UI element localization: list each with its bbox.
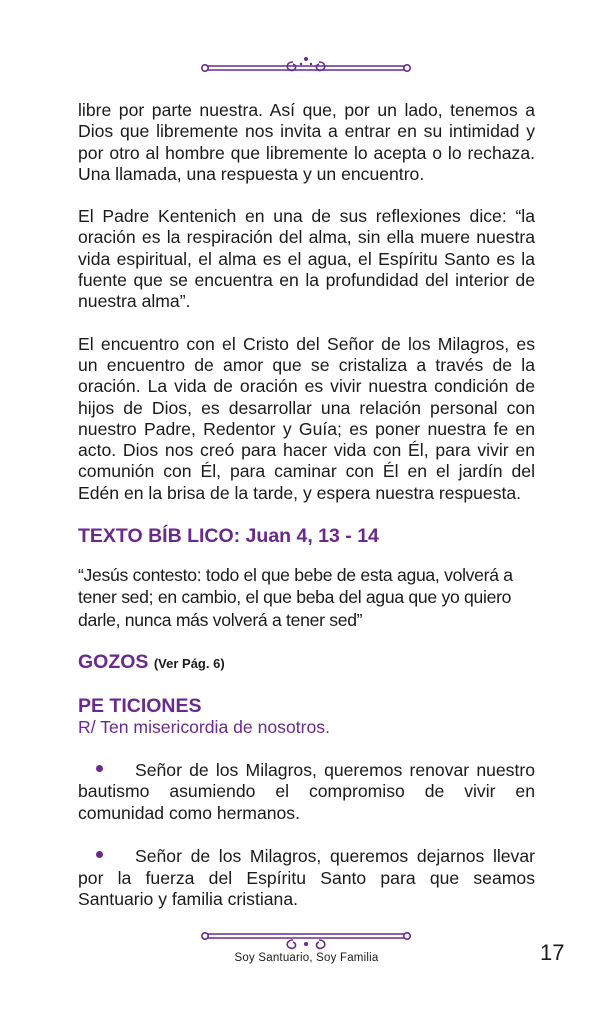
page-number: 17 [540,940,565,965]
peticiones-response: R/ Ten misericordia de nosotros. [78,716,330,737]
peticion-text: Señor de los Milagros, queremos renovar nuestro bautismo asumiendo el compromiso de vivir en comunidad como hermanos. [78,759,535,823]
top-ornament [195,44,417,84]
texto-biblico-heading: TEXTO BÍB LICO: Juan 4, 13 - 14 [78,525,379,548]
peticion-item [78,846,535,911]
paragraph-2: El Padre Kentenich en una de sus reflexiones dice: “la oración es la respiración del alma, sin ella muere nuestra vida espiritual, el alma es el agua, el Espíritu Santo es la fuente que se encuentra en la profundidad del interior de nuestra alma”. [78,206,535,312]
page-content [78,100,535,911]
paragraph-1: libre por parte nuestra. Así que, por un lado, tenemos a Dios que libremente nos invita a entrar en su intimidad y por otro al hombre que libremente lo acepta o lo rechaza. Una llamada, una respuesta y un encuentro. [78,100,535,184]
bible-quote: “Jesús contesto: todo el que bebe de esta agua, volverá a tener sed; en cambio, el que beba del agua que yo quiero darle, nunca más volverá a tener sed” [78,565,513,630]
peticiones-heading: PE TICIONES [78,694,202,717]
bullet-icon [96,765,103,772]
paragraph-3: El encuentro con el Cristo del Señor de los Milagros, es un encuentro de amor que se cristaliza a través de la oración. La vida de oración es vivir nuestra condición de hijos de Dios, es desarrollar una relación personal con nuestro Padre, Redentor y Guía; es poner nuestra fe en acto. Dios nos creó para hacer vida con Él, para vivir en comunión con Él, para caminar con Él en el jardín del Edén en la brisa de la tarde, y espera nuestra respuesta. [78,333,535,503]
footer-text: Soy Santuario, Soy Familia [234,952,379,964]
gozos-title: GOZOS [78,650,149,673]
gozos-heading [78,651,535,675]
peticion-text: Señor de los Milagros, queremos dejarnos llevar por la fuerza del Espíritu Santo para que seamos Santuario y familia cristiana. [78,846,535,910]
ornament-divider-icon [195,44,417,84]
bullet-icon [96,851,103,858]
peticion-item [78,760,535,825]
gozos-page-ref: (Ver Pág. 6) [153,655,225,671]
